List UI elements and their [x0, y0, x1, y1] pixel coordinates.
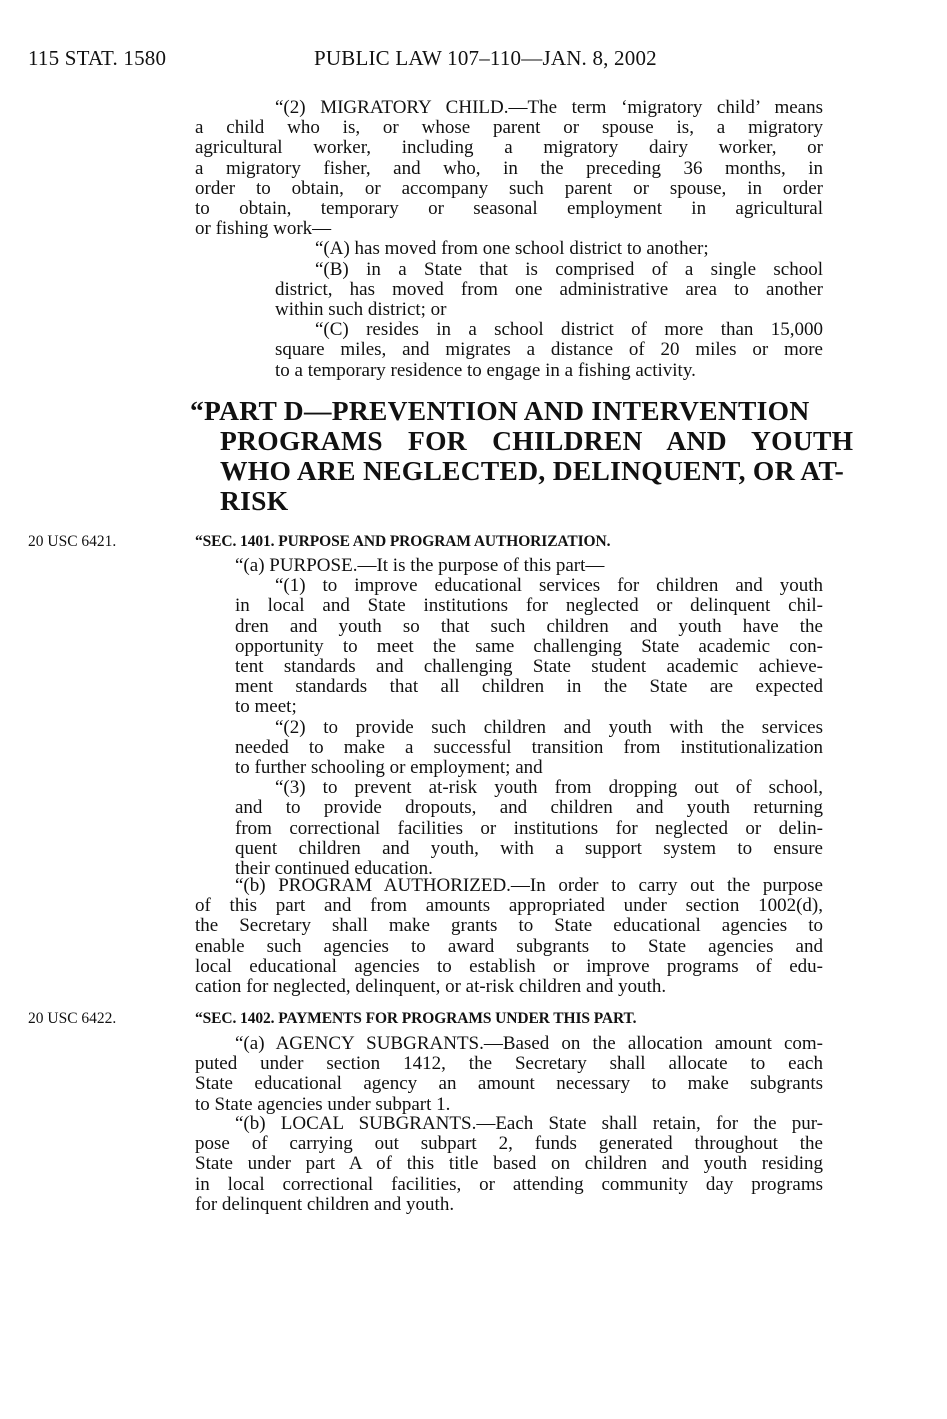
part-heading [190, 395, 854, 516]
text-line: within such district; or [275, 299, 447, 321]
purpose-heading: “(a) PURPOSE.—It is the purpose of this part— [235, 555, 605, 576]
section-1402-heading: “SEC. 1402. PAYMENTS FOR PROGRAMS UNDER THIS PART. [195, 1010, 637, 1027]
text-line: to further schooling or employment; and [235, 757, 543, 779]
text-line: and to provide dropouts, and children and youth returning [235, 797, 823, 819]
text-line: State educational agency an amount necessary to make subgrants [195, 1073, 823, 1095]
text-line: State under part A of this title based on children and youth residing [195, 1153, 823, 1175]
text-line: enable such agencies to award subgrants to State agencies and [195, 935, 823, 957]
text-line: in local and State institutions for neglected or delinquent chil- [235, 595, 823, 617]
section-1402-local-subgrants [195, 1114, 823, 1215]
text-line: to State agencies under subpart 1. [195, 1093, 451, 1115]
text-line: to obtain, temporary or seasonal employment in agricultural [195, 198, 823, 220]
part-heading-line: WHO ARE NEGLECTED, DELINQUENT, OR AT- [220, 455, 845, 486]
text-line: local educational agencies to establish or improve programs of edu- [195, 955, 823, 977]
text-line: opportunity to meet the same challenging State academic con- [235, 635, 823, 657]
text-line: or fishing work— [195, 218, 332, 240]
text-line: dren and youth so that such children and youth have the [235, 615, 823, 637]
text-line: district, has moved from one administrative area to another [275, 278, 823, 300]
text-line: the Secretary shall make grants to State educational agencies to [195, 915, 823, 937]
text-line: to meet; [235, 696, 297, 718]
text-line: in local correctional facilities, or attending community day programs [195, 1173, 823, 1195]
text-line: “(C) resides in a school district of more than 15,000 [315, 319, 823, 341]
section-1401-purpose [195, 556, 823, 879]
page-reference: 115 STAT. 1580 [28, 46, 167, 70]
text-line: to a temporary residence to engage in a fishing activity. [275, 359, 696, 381]
text-line: “(b) LOCAL SUBGRANTS.—Each State shall retain, for the pur- [235, 1113, 823, 1134]
law-citation: PUBLIC LAW 107–110—JAN. 8, 2002 [314, 46, 657, 70]
text-line: “(A) has moved from one school district to another; [315, 238, 709, 260]
part-heading-line: PROGRAMS FOR CHILDREN AND YOUTH [220, 425, 854, 456]
migratory-child-definition [195, 98, 823, 381]
margin-citation-6421: 20 USC 6421. [28, 533, 117, 550]
text-line: “(1) to improve educational services for children and youth [275, 575, 823, 597]
section-1402-agency-subgrants [195, 1034, 823, 1115]
text-line: their continued education. [235, 858, 433, 880]
text-line: agricultural worker, including a migratory dairy worker, or [195, 137, 823, 159]
text-line: a migratory fisher, and who, in the preceding 36 months, in [195, 157, 823, 179]
text-line: “(a) AGENCY SUBGRANTS.—Based on the allocation amount com- [235, 1033, 823, 1054]
text-line: a child who is, or whose parent or spouse is, a migratory [195, 117, 823, 139]
text-line: “(b) PROGRAM AUTHORIZED.—In order to carry out the purpose [235, 875, 823, 896]
section-1401-program-authorized [195, 876, 823, 997]
part-heading-line: RISK [220, 485, 289, 516]
text-line: for delinquent children and youth. [195, 1193, 455, 1215]
text-line: quent children and youth, with a support system to ensure [235, 837, 823, 859]
text-line: “(2) to provide such children and youth with the services [275, 716, 823, 738]
text-line: cation for neglected, delinquent, or at-risk children and youth. [195, 976, 667, 998]
text-line: from correctional facilities or institutions for neglected or delin- [235, 817, 823, 839]
margin-citation-6422: 20 USC 6422. [28, 1010, 117, 1027]
text-line: ment standards that all children in the State are expected [235, 676, 823, 698]
text-line: “(B) in a State that is comprised of a single school [315, 258, 823, 280]
text-line: needed to make a successful transition from institutionalization [235, 736, 823, 758]
text-line: “(2) MIGRATORY CHILD.—The term ‘migratory child’ means [275, 97, 823, 118]
text-line: pose of carrying out subpart 2, funds generated throughout the [195, 1133, 823, 1155]
text-line: puted under section 1412, the Secretary shall allocate to each [195, 1053, 823, 1075]
text-line: square miles, and migrates a distance of 20 miles or more [275, 339, 823, 361]
text-line: of this part and from amounts appropriated under section 1002(d), [195, 895, 823, 917]
section-1401-heading: “SEC. 1401. PURPOSE AND PROGRAM AUTHORIZATION. [195, 533, 611, 550]
part-heading-line: “PART D—PREVENTION AND INTERVENTION [190, 395, 810, 426]
running-head [28, 46, 728, 76]
text-line: order to obtain, or accompany such parent or spouse, in order [195, 177, 823, 199]
text-line: “(3) to prevent at-risk youth from dropping out of school, [275, 777, 823, 799]
text-line: tent standards and challenging State student academic achieve- [235, 656, 823, 678]
